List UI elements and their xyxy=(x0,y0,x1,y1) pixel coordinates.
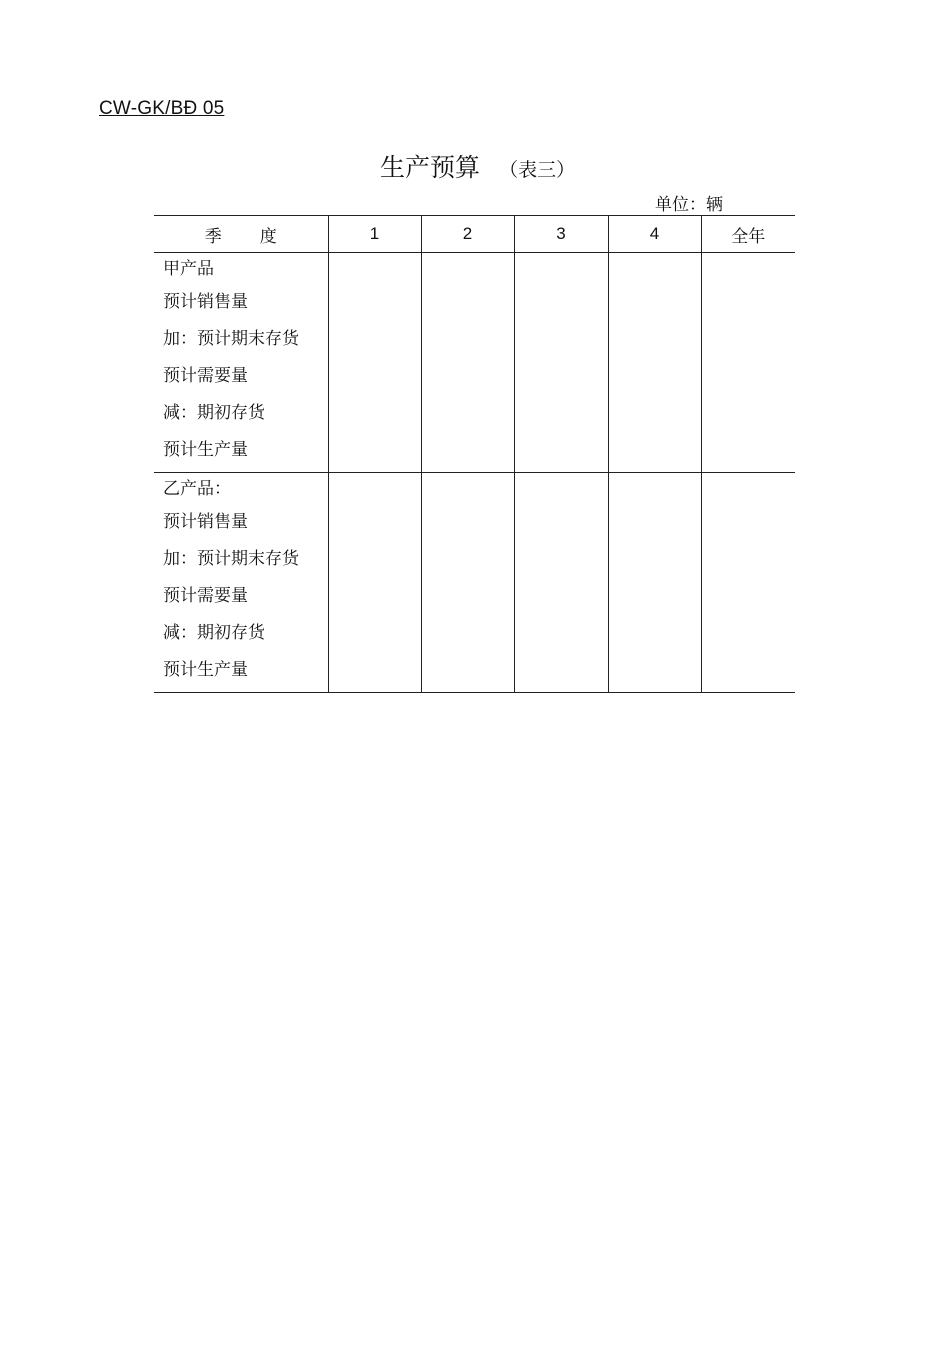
header-q2: 2 xyxy=(421,216,514,253)
header-q1: 1 xyxy=(328,216,421,253)
row-label: 减：期初存货 xyxy=(163,623,265,643)
row-labels xyxy=(154,253,328,473)
header-quarter-char-2: 度 xyxy=(259,226,277,247)
cell-full-year[interactable] xyxy=(701,253,795,473)
header-row xyxy=(154,216,795,253)
title-area xyxy=(380,148,575,184)
section-product-a xyxy=(154,253,795,473)
table-number: （表三） xyxy=(499,159,576,181)
unit-label: 单位：辆 xyxy=(655,195,723,215)
product-name: 甲产品 xyxy=(163,259,214,279)
row-label: 加：预计期末存货 xyxy=(163,549,299,569)
cell-q1[interactable] xyxy=(328,473,421,693)
document-code: CW-GK/BĐ 05 xyxy=(99,98,225,119)
header-quarter-char-1: 季 xyxy=(204,226,222,247)
row-label: 预计需要量 xyxy=(163,586,248,606)
cell-q1[interactable] xyxy=(328,253,421,473)
page-title: 生产预算 xyxy=(380,153,481,182)
section-product-b xyxy=(154,473,795,693)
header-q4: 4 xyxy=(608,216,701,253)
product-name: 乙产品： xyxy=(163,479,231,499)
cell-q2[interactable] xyxy=(421,253,514,473)
cell-q4[interactable] xyxy=(608,253,701,473)
cell-q3[interactable] xyxy=(514,253,608,473)
table-row xyxy=(154,473,795,693)
cell-q2[interactable] xyxy=(421,473,514,693)
cell-q4[interactable] xyxy=(608,473,701,693)
production-budget-table xyxy=(154,215,795,693)
row-label: 预计销售量 xyxy=(163,512,248,532)
row-label: 减：期初存货 xyxy=(163,403,265,423)
row-label: 预计生产量 xyxy=(163,660,248,680)
cell-full-year[interactable] xyxy=(701,473,795,693)
row-labels xyxy=(154,473,328,693)
header-quarter-label xyxy=(154,216,328,253)
row-label: 加：预计期末存货 xyxy=(163,329,299,349)
row-label: 预计生产量 xyxy=(163,440,248,460)
row-label: 预计销售量 xyxy=(163,292,248,312)
header-q3: 3 xyxy=(514,216,608,253)
header-full-year: 全年 xyxy=(701,216,795,253)
table-row xyxy=(154,253,795,473)
cell-q3[interactable] xyxy=(514,473,608,693)
row-label: 预计需要量 xyxy=(163,366,248,386)
